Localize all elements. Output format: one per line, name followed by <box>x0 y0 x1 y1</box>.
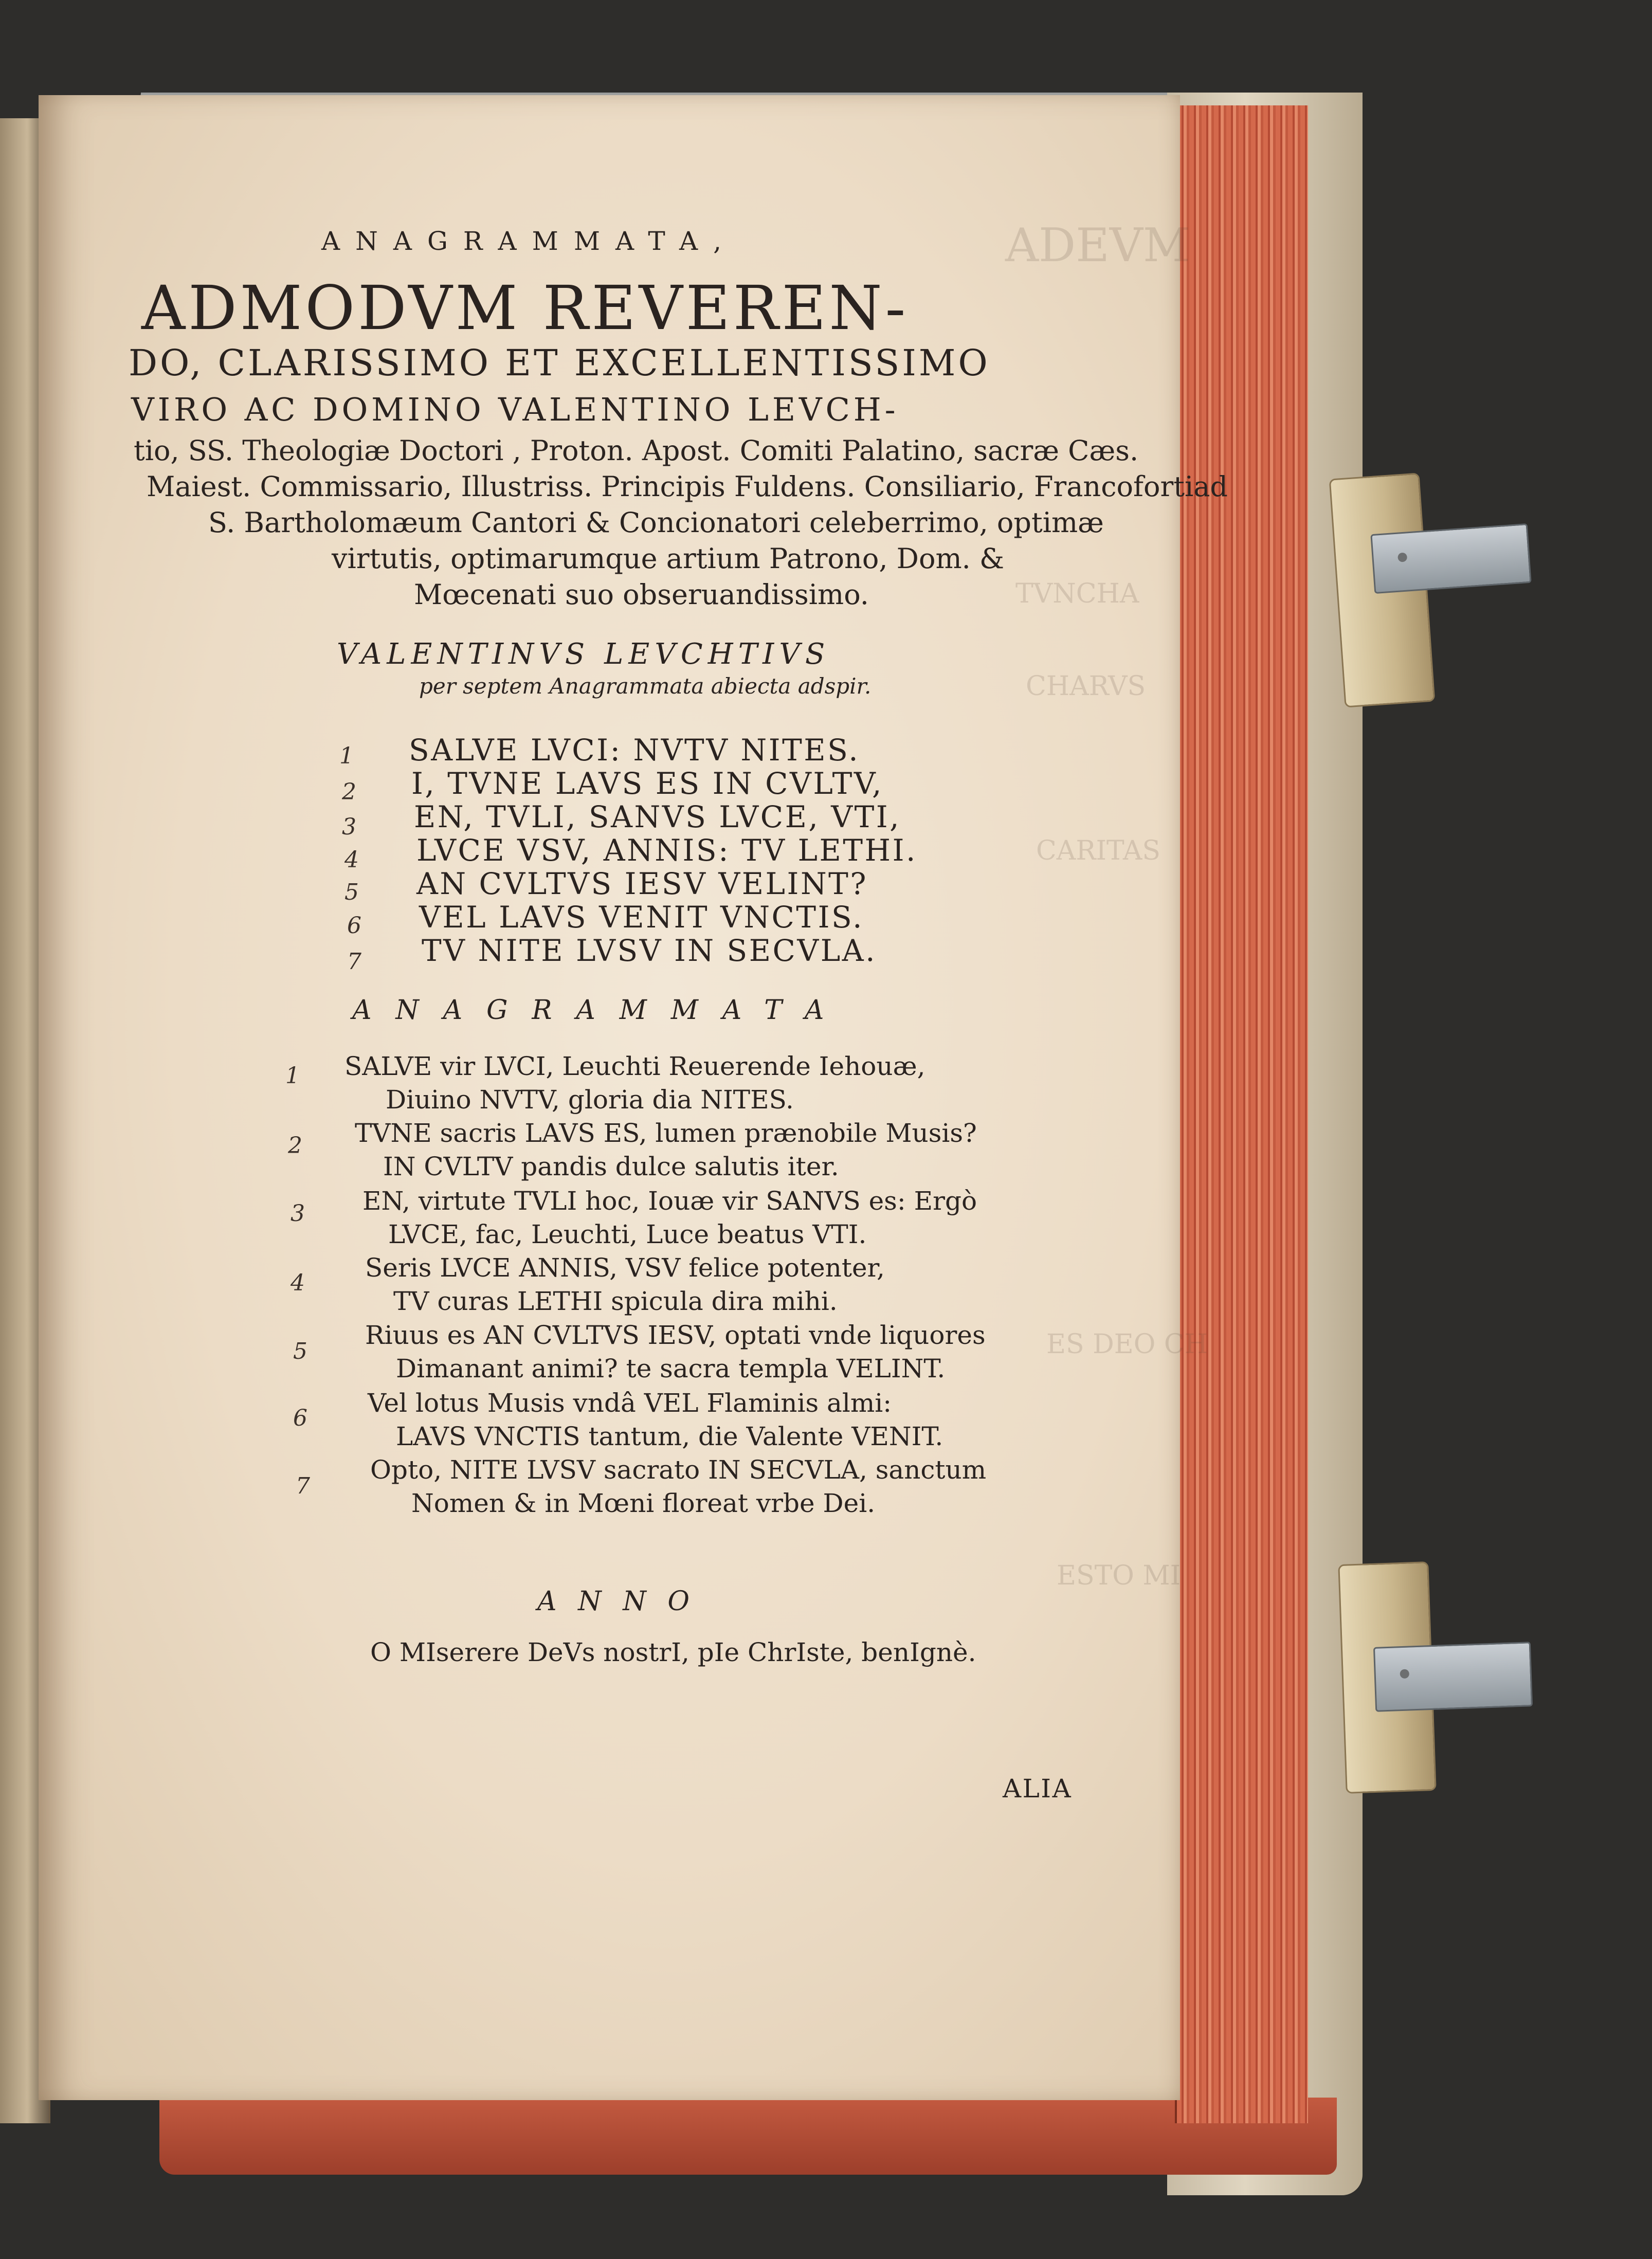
verse-line-1: Opto, NITE LVSV sacrato IN SECVLA, sanctum <box>370 1455 987 1485</box>
verse-line-2: Nomen & in Mœni floreat vrbe Dei. <box>411 1488 876 1518</box>
dedication-line-4: virtutis, optimarumque artium Patrono, Dom. & <box>332 542 1005 575</box>
anno-heading: ANNO <box>537 1586 711 1617</box>
printed-page: ADEVM TVNCHA CHARVS CARITAS ES DEO CH ESTO MI ANAGRAMMATA, ADMODVM REVEREN- DO, CLARISSIMO ET EXCELLENTISSIMO VIRO AC DOMINO VALENTINO LEVCH- tio, SS. Theologiæ Doctori , Proton. Apost. Comiti Palatino, sacræ Cæs. Maiest. Commissario, Illustriss. Principis Fuldens. Consiliario, Francofortiad S. Bartholomæum Cantori & Concionatori celeberrimo, optimæ virtutis, optimarumque artium Patrono, Dom. & Mœcenati suo obseruandissimo. VALENTINVS LEVCHTIVS per septem Anagrammata abiecta adspir. 1 SALVE LVCI: NVTV NITES. 2 I, TVNE LAVS ES IN CVLTV, 3 EN, TVLI, SANVS LVCE, VTI, 4 LVCE VSV, ANNIS: TV LETHI. 5 AN CVLTVS IESV VELINT? 6 VEL LAVS VENIT VNCTIS. 7 TV NITE LVSV IN SECVLA. ANAGRAMMATA 1 SALVE vir LVCI, Leuchti Reuerende Iehouæ, Diuino NVTV, gloria dia NITES. 2 TVNE sacris LAVS ES, lumen prænobile Musis? IN CVLTV pandis dulce salutis iter. 3 EN, virtute TVLI hoc, Iouæ vir SANVS es: Ergò LVCE, fac, Leuchti, Luce beatus VTI. 4 Seris LVCE ANNIS, VSV felice potenter, TV curas LETHI spicula dira mihi. 5 Riuus es AN CVLTVS IESV, optati vnde liquores Dimanant animi? te sacra templa VELINT. 6 Vel lotus Musis vndâ VEL Flaminis almi: LAVS VNCTIS tantum, die Valente VENIT. 7 Opto, NITE LVSV sacrato IN SECVLA, sanctum Nomen & in Mœni floreat vrbe Dei. ANNO O MIserere DeVs nostrI, pIe ChrIste, benIgnè. ALIA <box>39 95 1180 2100</box>
verse-number: 1 <box>285 1063 300 1089</box>
verse-line-2: IN CVLTV pandis dulce salutis iter. <box>383 1152 839 1181</box>
verse-line-2: Dimanant animi? te sacra templa VELINT. <box>396 1354 946 1383</box>
item-number: 5 <box>344 879 359 905</box>
upper-clasp <box>1329 472 1436 707</box>
item-number: 7 <box>347 949 361 975</box>
red-fore-edge <box>1175 105 1308 2123</box>
name-heading: VALENTINVS LEVCHTIVS <box>337 637 830 671</box>
chronogram-line: O MIserere DeVs nostrI, pIe ChrIste, benIgnè. <box>370 1637 976 1667</box>
dedication-line-2: Maiest. Commissario, Illustriss. Principis Fuldens. Consiliario, Francofortiad <box>147 470 1228 503</box>
item-number: 2 <box>342 779 356 805</box>
verse-line-1: SALVE vir LVCI, Leuchti Reuerende Iehouæ, <box>344 1051 925 1081</box>
item-text: I, TVNE LAVS ES IN CVLTV, <box>411 766 883 801</box>
catchword: ALIA <box>1003 1774 1073 1803</box>
verse-number: 2 <box>288 1133 302 1159</box>
verse-line-2: LAVS VNCTIS tantum, die Valente VENIT. <box>396 1422 943 1451</box>
item-text: SALVE LVCI: NVTV NITES. <box>409 733 860 768</box>
item-number: 4 <box>344 847 359 873</box>
verse-line-2: TV curas LETHI spicula dira mihi. <box>393 1286 838 1316</box>
dedication-line-1: tio, SS. Theologiæ Doctori , Proton. Apost. Comiti Palatino, sacræ Cæs. <box>134 434 1139 467</box>
bottom-page-edge <box>159 2098 1337 2175</box>
lower-clasp <box>1338 1561 1436 1794</box>
verse-line-1: TVNE sacris LAVS ES, lumen prænobile Musis? <box>355 1118 977 1148</box>
title-line-2: DO, CLARISSIMO ET EXCELLENTISSIMO <box>129 342 990 384</box>
title-line-3: VIRO AC DOMINO VALENTINO LEVCH- <box>131 391 899 428</box>
verse-line-2: LVCE, fac, Leuchti, Luce beatus VTI. <box>388 1219 867 1249</box>
item-text: VEL LAVS VENIT VNCTIS. <box>419 900 864 935</box>
verse-number: 3 <box>291 1200 305 1227</box>
verse-number: 5 <box>293 1338 307 1364</box>
name-subheading: per septem Anagrammata abiecta adspir. <box>419 673 872 699</box>
verse-line-1: Vel lotus Musis vndâ VEL Flaminis almi: <box>368 1388 892 1418</box>
item-text: AN CVLTVS IESV VELINT? <box>416 866 868 901</box>
verse-line-2: Diuino NVTV, gloria dia NITES. <box>386 1085 794 1115</box>
verse-number: 7 <box>296 1473 310 1499</box>
item-text: TV NITE LVSV IN SECVLA. <box>422 933 877 968</box>
verse-number: 4 <box>291 1270 305 1296</box>
verse-line-1: Seris LVCE ANNIS, VSV felice potenter, <box>365 1253 885 1283</box>
section-heading-anagrammata: ANAGRAMMATA <box>352 995 848 1026</box>
verse-line-1: EN, virtute TVLI hoc, Iouæ vir SANVS es: Ergò <box>362 1186 977 1216</box>
item-number: 6 <box>347 913 361 939</box>
header-anagrammata: ANAGRAMMATA, <box>321 226 737 256</box>
title-line-1: ADMODVM REVEREN- <box>141 272 909 343</box>
item-number: 3 <box>342 814 356 840</box>
dedication-line-3: S. Bartholomæum Cantori & Concionatori celeberrimo, optimæ <box>208 506 1104 539</box>
item-text: LVCE VSV, ANNIS: TV LETHI. <box>416 833 917 868</box>
item-text: EN, TVLI, SANVS LVCE, VTI, <box>414 799 901 834</box>
dedication-line-5: Mœcenati suo obseruandissimo. <box>414 578 869 611</box>
item-number: 1 <box>339 743 354 769</box>
verse-line-1: Riuus es AN CVLTVS IESV, optati vnde liquores <box>365 1320 986 1350</box>
verse-number: 6 <box>293 1405 307 1431</box>
